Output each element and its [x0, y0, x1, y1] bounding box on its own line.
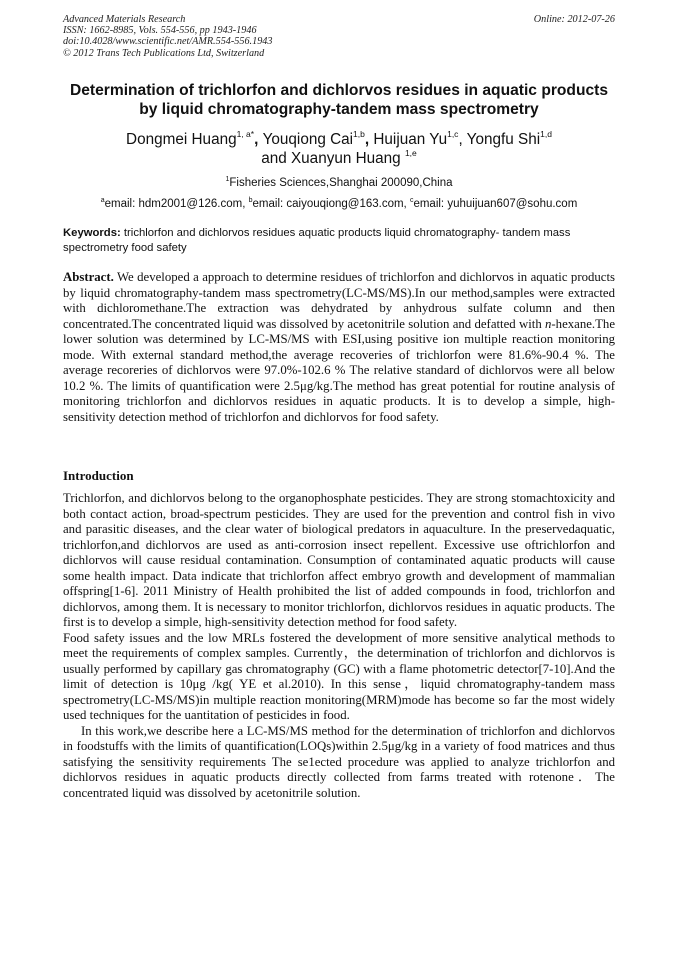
- section-heading-introduction: Introduction: [63, 468, 134, 483]
- paragraph: Trichlorfon, and dichlorvos belong to the organophosphate pesticides. They are strong stomachtoxicity and both contact action, broad-spectrum pesticides. They are used for the prevention and control fish in vivo and parasitic diseases, and the clear water of biological predators in aquaculture. In the preservedaquatic, trichlorfon,and dichlorvos are used as anti-corrosion insect repellent. Excessive use oftrichlorfon and dichlorvos will cause residual contamination. Consumption of contaminated aquatic products will cause some health impact. Data indicate that trichlorfon affect embryo growth and development of mammalian offspring[1-6]. 2011 Ministry of Health prohibited the list of added compounds in food, trichlorfon and dichlorvos, among them. It is necessary to monitor trichlorfon, dichlorvos residues in aquatic products. The first is to develop a simple, high-sensitivity detection method for food safety.: [63, 491, 615, 629]
- email-text: email: hdm2001@126.com,: [104, 198, 249, 210]
- online-date: Online: 2012-07-26: [533, 14, 615, 25]
- email-text: email: yuhuijuan607@sohu.com: [413, 198, 578, 210]
- abstract-label: Abstract.: [63, 270, 114, 284]
- affiliation-mark: 1: [225, 176, 230, 183]
- paragraph: In this work,we describe here a LC-MS/MS method for the determination of trichlorfon and dichlorvos in foodstuffs with the limits of quantification(LOQs)within 2.5μg/kg in a variety of food matrices and thus satisfying the sensitivity requirements The se1ected procedure was applied to analyze trichlorfon and dichlorvos residues in aquatic products directly collected from farms treated with rotenone．The concentrated liquid was dissolved by acetonitrile solution.: [63, 723, 615, 800]
- author-emails: [63, 197, 615, 211]
- paragraph: Food safety issues and the low MRLs fostered the development of more sensitive analytical methods to meet the requirements of complex samples. Currently，the determination of trichlorfon and dichlorvos is usually performed by capillary gas chromatography (GC) with a flame photometric detector[7-10].And the limit of detection is 10μg /kg( YE et al.2010). In this sense，liquid chromatography-tandem mass spectrometry(LC-MS/MS)in multiple reaction monitoring(MRM)mode has become so far the most widely used techniques for the uantitation of pesticides in food.: [63, 630, 615, 722]
- author-affil-mark: 1,d: [540, 129, 552, 139]
- author-name: Yongfu Shi: [466, 131, 541, 148]
- email-mark: c: [409, 197, 414, 204]
- email-text: email: caiyouqiong@163.com,: [252, 198, 410, 210]
- author-affil-mark: 1,e: [404, 148, 417, 158]
- copyright-line: © 2012 Trans Tech Publications Ltd, Switzerland: [63, 47, 265, 59]
- author-name: Youqiong Cai: [262, 131, 354, 148]
- paper-title: Determination of trichlorfon and dichlorvos residues in aquatic products by liquid chromatography-tandem mass spectrometry: [69, 82, 609, 118]
- author-affil-mark: 1,b: [353, 129, 365, 139]
- author-affil-mark: 1,c: [447, 129, 459, 139]
- keywords: [63, 226, 615, 256]
- doi-line: doi:10.4028/www.scientific.net/AMR.554-556.1943: [63, 36, 273, 48]
- keywords-label: Keywords:: [63, 227, 121, 239]
- email-mark: a: [100, 197, 105, 204]
- issn-line: ISSN: 1662-8985, Vols. 554-556, pp 1943-1946: [63, 25, 257, 37]
- author-name: Dongmei Huang: [126, 131, 237, 148]
- journal-name: Advanced Materials Research: [63, 14, 186, 25]
- author-affil-mark: 1, a*: [236, 129, 255, 139]
- introduction-body: [63, 491, 615, 801]
- header-row: [63, 14, 615, 25]
- author-name: and Xuanyun Huang: [261, 150, 401, 167]
- abstract-text: We developed a approach to determine residues of trichlorfon and dichlorvos in aquatic products by liquid chromatography-tandem mass spectrometry(LC-MS/MS).In our method,samples were extracted with dichloromethane.The extraction was dehydrated by anhydrous sulfate column and then concentrated.The concentrated liquid was dissolved by acetonitrile solution and defatted with: [63, 270, 615, 331]
- author-list: Dongmei Huang$^{1, a*}$, Youqiong Cai$^{1,b}$, Huijuan Yu$^{1,c}$, Yongfu Shi$^{1,d}$ and Xuanyun Huang $^{1,e}$: [126, 129, 552, 167]
- keywords-text: trichlorfon and dichlorvos residues aquatic products liquid chromatography- tandem mass spectrometry food safety: [63, 227, 571, 254]
- affiliation: [63, 176, 615, 190]
- abstract-italic: n: [545, 316, 552, 331]
- abstract: [63, 270, 615, 425]
- email-mark: b: [248, 197, 253, 204]
- journal-header: [63, 14, 615, 59]
- abstract-text: -hexane.The lower solution was determined by LC-MS/MS with ESI,using positive ion multiple reaction monitoring mode. With external standard method,the average recoveries of trichlorfon were 81.6%-90.4 %. The average recoreries of dichlorvos were 97.0%-102.6 % The relative standard of dichlorvos were all below 10.2 %. The limits of quantification were 2.5μg/kg.The method has great potential for routine analysis of monitoring trichlorfon and dichlorvos residues in aquatic products. It is to develop a simple, high-sensitivity detection method of trichlorfon and dichlorvos for food safety.: [63, 316, 615, 424]
- affiliation-text: Fisheries Sciences,Shanghai 200090,China: [229, 177, 453, 189]
- author-name: Huijuan Yu: [373, 131, 448, 148]
